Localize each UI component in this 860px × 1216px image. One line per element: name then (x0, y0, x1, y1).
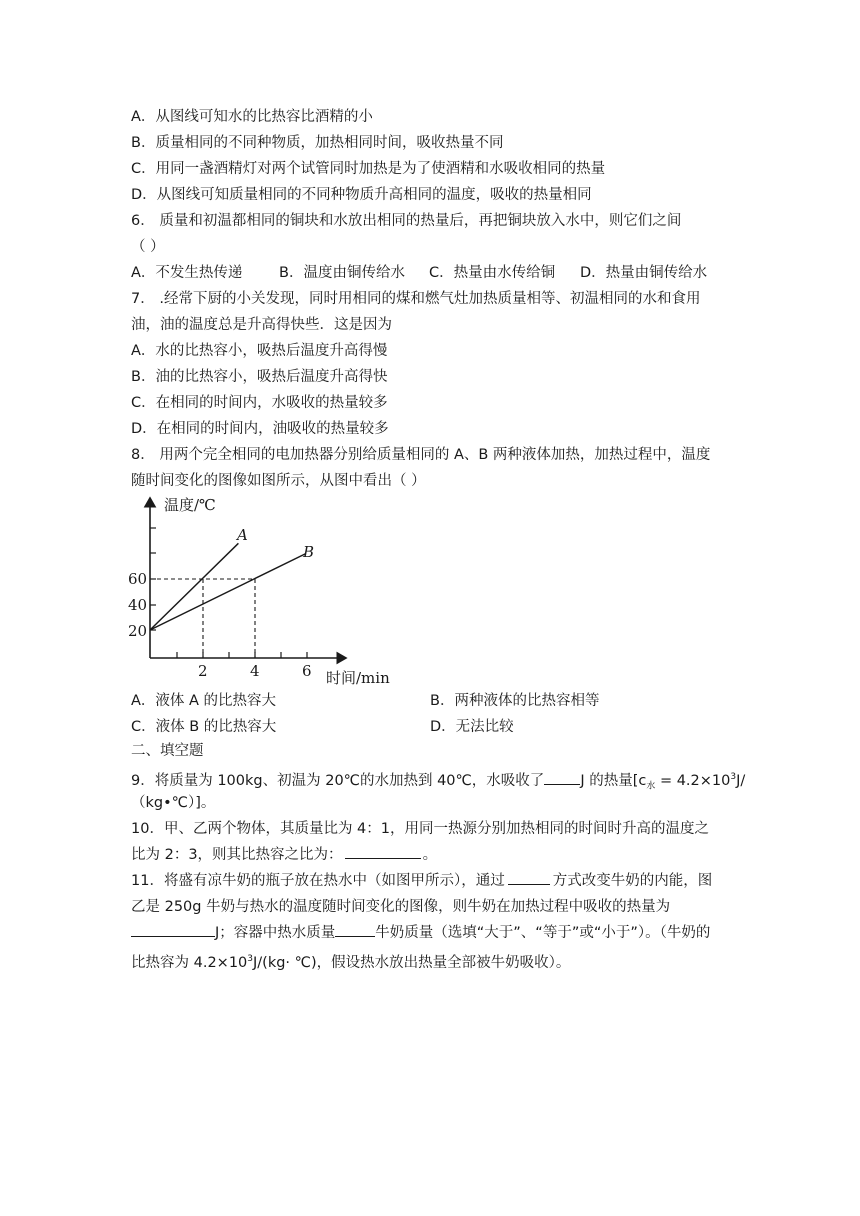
q6-stem-line2: （ ） (131, 239, 165, 255)
q5-option-a: A．从图线可知水的比热容比酒精的小 (131, 109, 373, 125)
x-tick-6: 6 (302, 662, 312, 680)
q10-line2 (131, 844, 437, 866)
q8-stem-line1: 8． 用两个完全相同的电加热器分别给质量相同的 A、B 两种液体加热，加热过程中，温度 (131, 447, 711, 463)
q6-option-a: A．不发生热传递 (131, 265, 243, 281)
series-a-label: A (237, 526, 248, 544)
q11-line3 (131, 922, 710, 944)
q9-line1 (131, 766, 745, 798)
q11-text-3: J；容器中热水质量 (215, 925, 336, 941)
q6-option-d: D．热量由铜传给水 (580, 265, 708, 281)
q9-text-2: J 的热量[c (580, 772, 647, 789)
q8-option-d: D．无法比较 (430, 719, 514, 735)
q9-line2: （kg•℃）]。 (131, 795, 216, 811)
temperature-time-graph (126, 490, 406, 690)
q10-blank[interactable] (345, 844, 421, 859)
q11-blank-3[interactable] (335, 922, 375, 937)
x-tick-4: 4 (250, 662, 260, 680)
y-tick-60: 60 (128, 570, 148, 588)
q11-text-5: 比热容为 4.2×10 (131, 954, 248, 971)
q6-stem-line1: 6． 质量和初温都相同的铜块和水放出相同的热量后，再把铜块放入水中，则它们之间 (131, 213, 682, 229)
q11-line4 (131, 948, 570, 974)
q9-text-3: = 4.2×10 (655, 772, 731, 789)
q11-text-4: 牛奶质量（选填“大于”、“等于”或“小于”）。（牛奶的 (375, 925, 711, 941)
q8-option-c: C．液体 B 的比热容大 (131, 719, 277, 735)
dashed-guides (150, 579, 255, 658)
y-tick-40: 40 (128, 596, 148, 614)
q10-text-1: 比为 2：3，则其比热容之比为： (131, 847, 343, 863)
q9-text-1: 9．将质量为 100kg、初温为 20℃的水加热到 40℃，水吸收了 (131, 772, 545, 789)
q8-option-b: B．两种液体的比热容相等 (430, 693, 600, 709)
x-tick-marks (177, 652, 307, 658)
q10-text-2: 。 (422, 847, 438, 863)
series-b-label: B (303, 543, 315, 561)
q7-stem-line1: 7． .经常下厨的小关发现，同时用相同的煤和燃气灶加热质量相等、初温相同的水和食用 (131, 291, 701, 307)
q7-stem-line2: 油，油的温度总是升高得快些．这是因为 (131, 317, 392, 333)
y-axis-label: 温度/℃ (164, 496, 216, 514)
q9-blank[interactable] (544, 770, 580, 785)
q8-option-a: A．液体 A 的比热容大 (131, 693, 277, 709)
x-axis-label: 时间/min (326, 669, 390, 687)
q9-sup: 3 (730, 772, 737, 782)
q11-text-1: 11．将盛有凉牛奶的瓶子放在热水中（如图甲所示），通过 (131, 873, 505, 889)
x-tick-2: 2 (198, 662, 208, 680)
q7-option-b: B．油的比热容小，吸热后温度升高得快 (131, 369, 388, 385)
q11-blank-2[interactable] (131, 922, 215, 937)
q8-stem-line2: 随时间变化的图像如图所示，从图中看出（ ） (131, 473, 426, 489)
q9-text-4: J/ (736, 772, 746, 789)
q11-text-2: 方式改变牛奶的内能，图 (552, 873, 713, 889)
q9-sub: 水 (646, 781, 656, 792)
q10-line1: 10．甲、乙两个物体，其质量比为 4：1，用同一热源分别加热相同的时间时升高的温度之 (131, 821, 710, 837)
q11-line1 (131, 870, 712, 892)
q11-blank-1[interactable] (508, 870, 550, 885)
q11-line2: 乙是 250g 牛奶与热水的温度随时间变化的图像，则牛奶在加热过程中吸收的热量为 (131, 899, 671, 915)
q7-option-a: A．水的比热容小，吸热后温度升高得慢 (131, 343, 388, 359)
y-tick-20: 20 (128, 622, 148, 640)
q11-text-6: J/(kg· ℃)，假设热水放出热量全部被牛奶吸收）。 (253, 954, 571, 971)
q5-option-c: C．用同一盏酒精灯对两个试管同时加热是为了使酒精和水吸收相同的热量 (131, 161, 606, 177)
q6-option-b: B．温度由铜传给水 (279, 265, 405, 281)
q5-option-d: D．从图线可知质量相同的不同种物质升高相同的温度，吸收的热量相同 (131, 187, 592, 203)
series-b-line (150, 554, 306, 631)
q7-option-c: C．在相同的时间内，水吸收的热量较多 (131, 395, 388, 411)
q7-option-d: D．在相同的时间内，油吸收的热量较多 (131, 421, 389, 437)
series-a-line (150, 543, 238, 630)
q11-sup: 3 (247, 954, 254, 964)
q6-option-c: C．热量由水传给铜 (429, 265, 556, 281)
q5-option-b: B．质量相同的不同种物质，加热相同时间，吸收热量不同 (131, 135, 504, 151)
section-heading: 二、填空题 (131, 743, 204, 759)
